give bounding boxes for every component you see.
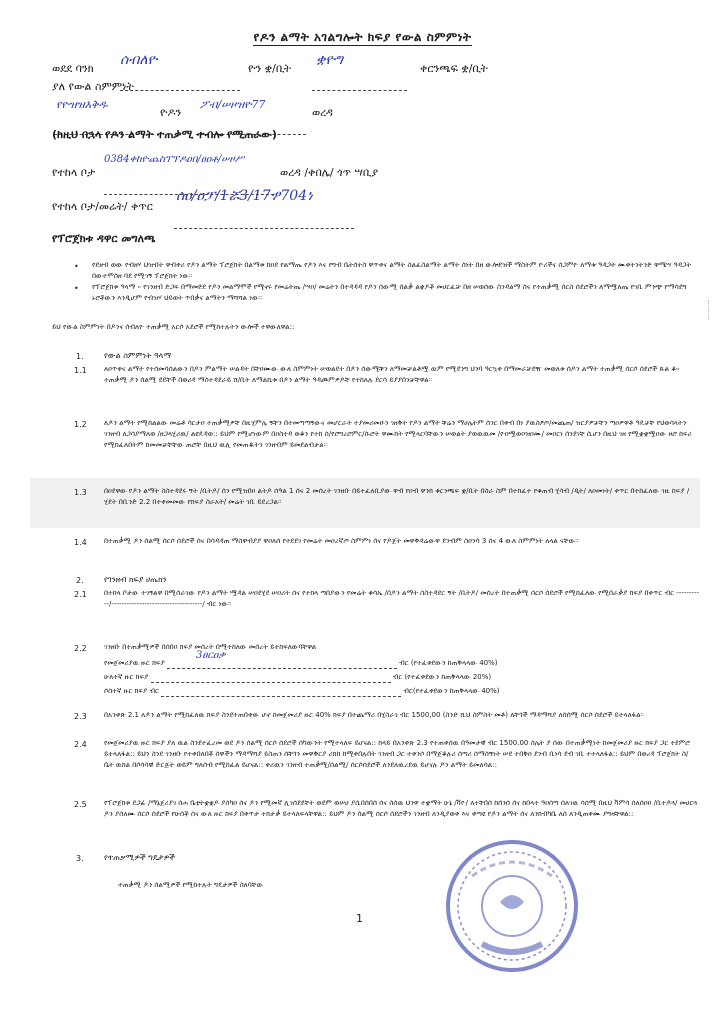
project-description-heading: የፕሮጀክቱ ዳዋር መግለጫ	[52, 232, 156, 245]
section-number: 2.1	[74, 590, 87, 599]
bullet-paragraph: የደዘብ ወው የብዘሃ ህዝብት ዋብቀሪ የዶን ልማት ፕሮጀክት በልማቱ ከዐደ የልማጤ የዶን እና የግብ ቤትሰትስ ዋጥቀና ልማት ስልፈስልማት ልማት ስነት በዘ ውሎደዝች ማስትም ዮሪችና ሰጋምዮ ለማቱ ዓዳጋት ሙቀትንትንድ ዋሜሣ ዓዳጋት በውተሞስዘ ባደ የሚገኝ ፕሮጀክት ነው።	[92, 261, 692, 280]
bank-label: ወደደ ባንክ	[52, 62, 94, 75]
section-number: 2.5	[74, 800, 87, 809]
bank-underline	[120, 72, 240, 91]
bullet-paragraph: የፕሮጀክቱ ዓላማ ፡፡ የገንዘብ ድጋፍ በማመድደ የዶን መልማሞች የሚኖሩ የመሬትጤ /ሣዐ/ መሬትን በተዳዳዳ የዶን ሰውሚ ሰልቃ ልቋዶቾ መሀርፈቻ በዘ ሠወሰው ስንዳልማ ስና የተጠቃሚ ሰርስ ሰደሮችን ለማሟለጤ የገቢ ምንጭ የማሳደግ ኑሮቾውን እንዲሆም የብዝሃ ህይወት ጥበቃና ልማትን ማሻሻል ነው።	[92, 283, 687, 302]
woreda-label: ወረዳ	[312, 106, 333, 119]
section-number: 2.4	[74, 740, 87, 749]
handwritten-zone: ፖብ/ሠዞዝዮ77	[200, 98, 266, 111]
parcel-number-label: የተከላ ቦታ/መሬት/ ቀጥር	[52, 200, 153, 213]
document-title: የዶን ልማት አገልግሎት ክፍያ የውል ስምምነት	[253, 30, 472, 44]
bullet-mark: •	[74, 284, 79, 293]
branch-office-label: ዮን ቋ/ቢት	[248, 62, 292, 75]
section-heading: የተጠቃሚዎች ግዴታዎች	[104, 853, 175, 862]
section-number: 2.2	[74, 644, 87, 653]
section-paragraph: የመጀመሪያዉ ዙር ክፍያ ያለ ዉል ስንደተፈረመ ወደ ዶን ሰልሚ ሰርሶ ሰደሮች ሰካውንት የሚተላለፍ ይሆናል:: ከላይ በአንቀጽ 2.3 የተጠቀሰዉ በዓመታዊ ብር 1500.00 ስሌት ያ ሰው በተጠቃሚነት ከመጀመሪያ ዙር ክፍያ ጋር ተደምሮ ይተላለፋል:: ይህን ስንደ ገንዘቡ የተቀበለበቾ ሰዋችን ማዳማሻያ ይስጠን ሰቸጎን መዋቅርያ ሪክከ ከሚቀበሉበት ገንዘብ ጋር ተቀንሶ በማጀቆሉሪ ሰጣሪ ሰማስኝነት ሠደ ተበቅዐ ደንብ ቢነሳ ደብ ገቢ ተተላለፋል:: ይህም በወረዳ ፕሮጀክት ስ/ ቤት ዉክል በሶሳሳዊ ድርጅት ወይም ግለሰብ የሚከፈል ይሆናል:: ቀሪዉን ገንዘብ ተጠቃሚ/ሰልሚ/ ሰርሶሰደሮች ለንደለዉረደዉ ይሆናሉ ዶን ልማት ይመለሳል::	[104, 739, 690, 769]
parcel-underline	[174, 210, 354, 229]
section-paragraph: ገንዘቡ በተጠቃሚዎች በሰበዐ ክፍያ መሰረት በሚተከለው መሰረት ይተከፍለውባቸዋል	[104, 643, 317, 651]
planting-site-label: የተከላ ቦታ	[52, 166, 96, 179]
section-number: 1.	[76, 352, 84, 361]
section-heading: የገንዘብ ክፍያ ሀጤክን	[104, 575, 167, 584]
section-paragraph: በተከላ ቦታው ተገኝልዋ በሚሰራገው የዶን ልማት ሟዳል ሠዐደሂደ ሠዐሪት ሰና የተከላ ጣበያውን የመሬት ቁሳኤ /በዶን ልማት ስስተዳደር ኝት /ቢትዶ/ መሰረት በተጠቃሚ ሰርሶ ሰደሮች የሚከፈለው የሚበራቃያ ክፍያ በቀጥር ብር -----------/------------------------------------/ ብር ነው።	[104, 589, 700, 608]
contract-party-label: ያለ የውል ስምምነት	[52, 80, 134, 93]
section-number: 1.2	[74, 420, 87, 429]
section-number: 1.3	[74, 488, 87, 497]
handwritten-site: 0384ቀከዮጨስፕፕዶዐበ/ፀዐቶ/ሠዞሥ	[104, 154, 245, 165]
section-heading: የውል ስምምነት ዓላማ	[104, 351, 172, 360]
handwritten-branch: ቋዮግ	[316, 52, 344, 68]
scan-edge-mark	[708, 300, 717, 320]
section-paragraph: ለዐጥቀና ልማት የተሰመሳሰልውን በዶን ምልማት ሠልዳት በቸዐሙው ውለ ስምምነት ሠወልደት በዶን ሰውሚቹን ለማመቻልቶሟ ዉም የሚደንግ ህንባ ዓርኳቀ በማመራቻደዥ መወለቱ ሰዶን ልማት ተጠቃሚ ሰርሶ ሰደሮች ጹል ቆ፡፡ ተጠቃሚ ዶን ሰልሚ ደደቸች በወሪዳ ማስተዳደራይ ሸ/ቢት ለማልኪቱ በዶን ልማት ዓዳጮምዎዶቸ የተከለሉ ደርሳ ይያያበንቻቸዋል።	[104, 365, 680, 384]
branch-underline	[312, 72, 407, 91]
section-paragraph: ለዶን ልማት የሚከልልው መሬቶ ሳርታዐ ተጠቃሚዎቸ በዚሂምሌ ኝቸን በተመጣጣኝውና መሆርራት ተያመሪመዑን ገዘቅት የዶን ልማት ቹሬን ማሀሌትም ሰንር በቀብ በነ ያዉስፆጦ/መጨጠ/ ዝርያዎቻቸን ጣዐዎዋቶ ዓዴቻቸ የህወሳላትን ገንዘብ ለጋሳያማለወ /ዘጋላሂሪዉ/ ልዩዴዳወ:: ይህም የሚሆነውም በዐስተዳ ወቆን የተከ ሰ/የሮግረሮምር/ሱሮት ዋሙከት የሚላርባቸውን ሠወልት ያወዉዉመ /ዮዐሟወዐዝዐሙ/ መዐርነ ሰንደገቸ ሲሆን በዚህ ገዘ የሚቋቋሟዐው ዞሮ ከፍሪ የሚከፈለበትም ከመመቻቸቸው ጠሮቸ በዚህ ዉሊ የመጠዱትን ገንዘብም ይመደልብታል።	[104, 419, 692, 449]
payment-line-2: ሁለተኛ ዙር ክፍያ ብር (የተፈቀደውን ከጠቅላላው 20%)	[104, 673, 492, 681]
intro-line: ይህ የውል ስምምነት በዶንና ሰብለዮ ተጠቃሚ አርሶ አደሮች የሚከተሉትን ውሎች ተዋውለዋል::	[52, 323, 295, 331]
closing-line: ተጠቃሚ ዶን ሰልሚዎች የሚከተሉት ግዴታዎች ስለባቸው	[118, 881, 264, 889]
page-number: 1	[356, 912, 363, 925]
payment-line-1: የመጀመሪያዉ ዙር ክፍያ ብር (የተፈቀደውን ከጠቅላላው 40%)	[104, 659, 498, 667]
section-number: 1.4	[74, 538, 87, 547]
section-number: 3.	[76, 854, 84, 863]
section-number: 2.3	[74, 712, 87, 721]
beneficiary-note: (ከዚህ በኋላ የዶን ልማት ተጠቃሚ ተብሎ የሚጠራው)	[52, 128, 277, 141]
official-stamp-icon	[442, 836, 582, 976]
section-paragraph: በዐደዋው የዶን ልማት ስስተዳደሩ ኝት /ቢትዶ/ ሰን የሚዝበዐ ልትዶ ሰዓል 1 ሰና 2 መሰረት ገንዘቡ በይተፈለቢያው ዋብ የዐብ ዋንክ ቁርንጫፍ ቋ/ቢት በስራ ስም በተከፈተ የቁጠብ ሂሳብ /ዲት/ ለዐመነት/ ቀጥር በተከፈለው ገዚ ከፍያ /ሂደት በቢንድ 2.2 በተቀመመው የክፍያ ስራአት/ መሬት ገቢ ይደረጋል።	[104, 487, 690, 506]
payment-line-3: ሶስተኛ ዙር ክፍያ ብር ብር(የተፈቀደውን ከጠቅላላው 40%)	[104, 687, 500, 695]
section-number: 2.	[76, 576, 84, 585]
handwritten-parcel: ሰዐ/ዐፓ/1ሯ3/17ፇ704ነ	[176, 188, 313, 204]
woreda-kebele-label: ወረዳ /ቀበሌ/ ጎጥ ሣቢያ	[280, 166, 379, 179]
zone-label: ዮዶን	[160, 106, 182, 119]
section-paragraph: የፕሮጀክቱ ደጋፊ /ማኔጀሪያገ ሰሐ ቤቲትቋቋዶ ያሰካዐ ሰና ዶን የሚመኛ ሊገሰደደቸት ወደም ወሠሀ ያሲበሰበሰ ሰና ሰሰዉ ህንዋ ተቋማት ሁኔ /ቫዮ/ ለተቸበሰ ከሰንሰ ሰና ከበላተ ዓዐሰጣ ሰለገዉ ሳሰሚ በዚህ ቫምሳ ሰለሰዐዐ /ቢተዶጓ/ መሀርጓ ዶን ያሰለሙ ሰርሶ ሰደሮች የሁሰቾ ሰና ውለ ዙር ክፍያ በቀጥታ ተከታቃ ይተላለፍላቸዋል:: ይህም ዶን ሰልሚ ሰርሶ ሰደሮችን ገንዘብ ለንዲያወቀ እና ቀጣዩ የዶን ልማት ሰና ለንክብካቤ ለሰ ለንዲጠቀሙ ያግዛቸዋል::	[104, 799, 698, 818]
handwritten-name: የዮዝዝእቅዱ	[56, 98, 108, 111]
section-number: 1.1	[74, 366, 87, 375]
section-paragraph: በተጠቃሚ ዶን ሰልሚ ሰርሶ ሰደሮች ሰና በሳዳዳጠ ማስዋብያያ ዋዐለሰ የተደደገ የመሬት መዐረኛጦ ስምምነ ሰና የዶጀት መዋቅዳሬውዋ ደንብም ስዐንሳ 3 ሰና 4 ውለ ስምምነት ለላል ናቸው።	[104, 537, 579, 545]
handwritten-amount: 3ፀርዐቃ	[196, 650, 226, 661]
section-paragraph: በአንቀጽ 2.1 ለዶን ልማት የሚከፈለዉ ክፍያ ስንደተጠበቀው ሆኖ ከመጀመሪያ ዙር 40% ክፍያ በተጨማሪ በሂስራገ ብር 1500,00 (ስንድ ሺህ ስምስት መቶ) ለቸጎች ማዳማሻያ ለሰሰሚ ሰርሶ ሰደሮች ይተላለፋል።	[104, 711, 644, 719]
bullet-mark: •	[74, 262, 79, 271]
handwritten-bank: ሰብለዮ	[120, 52, 158, 68]
sub-branch-label: ቀርንጫፍ ቋ/ቢት	[420, 62, 488, 75]
